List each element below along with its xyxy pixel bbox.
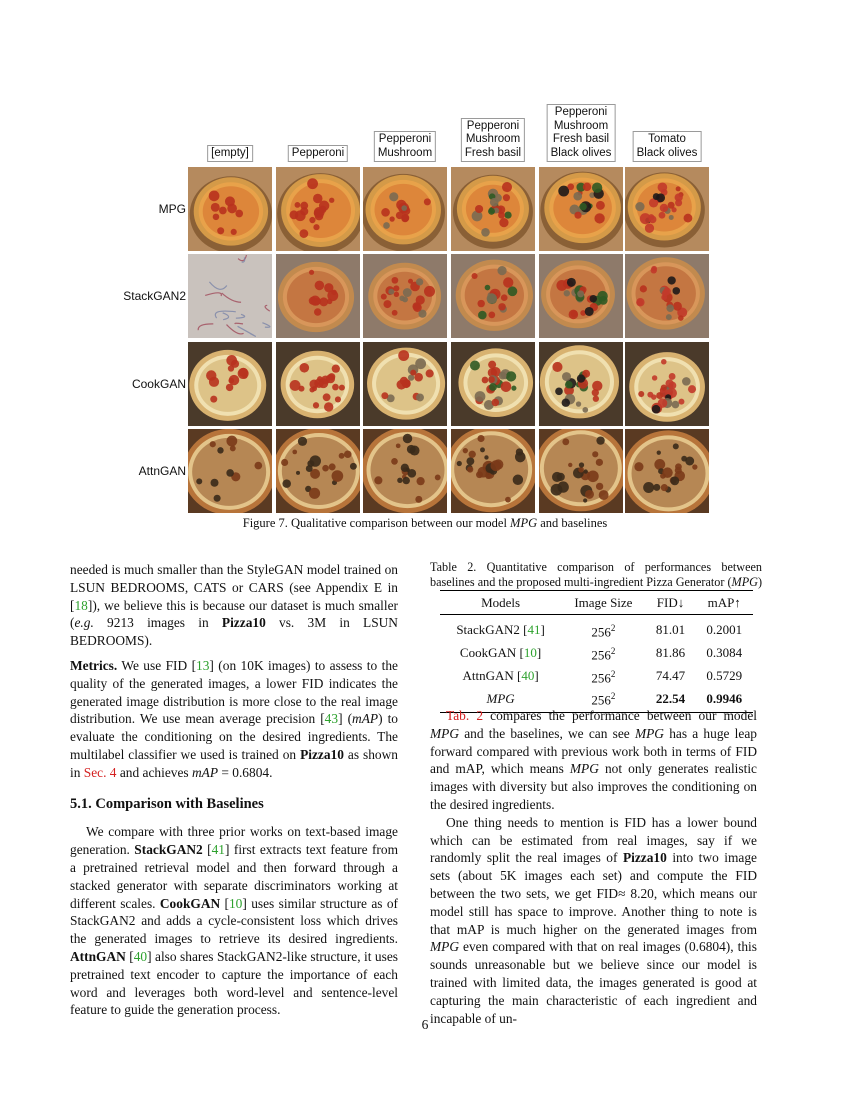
- generated-pizza-image: [625, 254, 709, 338]
- ingredient-label: Tomato: [648, 133, 686, 145]
- cell-image-size: $256^2$: [591, 645, 616, 663]
- row-label-cookgan: CookGAN: [131, 377, 186, 391]
- citation-link[interactable]: 10: [228, 895, 243, 911]
- cell-map: 0.3084: [706, 644, 743, 660]
- generated-pizza-image: [539, 342, 623, 426]
- cell-model: CookGAN [10]: [459, 644, 542, 660]
- generated-pizza-image: [363, 254, 447, 338]
- generated-pizza-image: [539, 429, 623, 513]
- generated-pizza-image: [363, 342, 447, 426]
- generated-pizza-image: [276, 167, 360, 251]
- cell-image-size: $256^2$: [591, 668, 616, 685]
- generated-pizza-image: [188, 167, 272, 251]
- cell-map: 0.5729: [706, 667, 743, 683]
- comparison-paragraph: We compare with three prior works on text-based image generation. StackGAN2 [41] first extracts text feature from a pretrained retrieval model and then forward through a stacked generator with separate discriminators working at different scales. CookGAN [10] uses similar structure as of StackGAN2 and adds a cycle-consistent loss which drives the generated images to retrieve its desired ingredients. AttnGAN [40] also shares StackGAN2-like structure, it uses pretrained text encoder to capture the importance of each word and leverages both word-level and sentence-level feature to guide the generation process.: [70, 824, 399, 1018]
- generated-pizza-image: [276, 429, 360, 513]
- ingredient-label: Black olives: [550, 146, 612, 159]
- right-column: [430, 707, 757, 1027]
- ingredient-label: Mushroom: [465, 133, 521, 145]
- cell-map: 0.9946: [695, 687, 753, 712]
- generated-pizza-image: [625, 342, 709, 426]
- citation-link[interactable]: 40: [133, 948, 148, 964]
- generated-pizza-image: [188, 429, 272, 513]
- right-paragraph-1: Tab. 2 compares the performance between our model MPG and the baselines, we can see MPG has a huge leap forward compared with previous work both in terms of FID and mAP, which means MPG not only generates realistic images with diversity but also improves the conditioning on the desired ingredients.: [430, 708, 757, 812]
- ingredient-label: Fresh basil: [464, 146, 522, 159]
- left-paragraph-1: needed is much smaller than the StyleGAN model trained on LSUN BEDROOMS, CATS or CARS (see Appendix E in [18]), we believe this is because our dataset is much smaller (e.g. 9213 images in Pizza10 vs. 3M in LSUN BEDROOMS).: [70, 562, 398, 649]
- column-header-6: [633, 131, 702, 162]
- left-column: [70, 561, 398, 1019]
- generated-pizza-image: [188, 254, 272, 338]
- generated-pizza-image: [625, 167, 709, 251]
- results-table: [440, 590, 753, 713]
- citation-link[interactable]: 43: [324, 711, 339, 727]
- figure-caption: [0, 516, 850, 531]
- generated-pizza-image: [539, 167, 623, 251]
- col-header-map: mAP↑: [695, 591, 753, 615]
- column-header-3: [374, 131, 436, 162]
- ingredient-label: Pepperoni: [554, 106, 608, 118]
- cell-fid: 81.01: [655, 622, 686, 638]
- metrics-paragraph: Metrics. We use FID [13] (on 10K images) to assess to the quality of the generated images, a lower FID indicates the generated image distribution is more close to the real image distribution. We use mean average precision [43] (mAP) to evaluate the conditioning on the desired ingredients. The multilabel classifier we used is trained on Pizza10 as shown in Sec. 4 and achieves mAP = 0.6804.: [70, 657, 398, 780]
- ingredient-label: Mushroom: [377, 146, 433, 159]
- section-link[interactable]: Sec. 4: [83, 764, 117, 780]
- table-header-row: [440, 591, 753, 615]
- figure-caption-model: MPG: [510, 516, 538, 530]
- citation-link[interactable]: 41: [527, 622, 541, 638]
- page-number: 6: [421, 1017, 429, 1032]
- row-label-stackgan2: StackGAN2: [123, 289, 186, 303]
- cell-image-size: $256^2$: [591, 623, 616, 640]
- ingredient-label: Pepperoni: [466, 119, 520, 132]
- generated-pizza-image: [363, 167, 447, 251]
- generated-pizza-image: [451, 429, 535, 513]
- generated-pizza-image: [625, 429, 709, 513]
- citation-link[interactable]: 41: [211, 842, 225, 858]
- citation-link[interactable]: 10: [523, 644, 537, 660]
- generated-pizza-image: [539, 254, 623, 338]
- generated-pizza-image: [451, 342, 535, 426]
- cell-map: 0.2001: [706, 622, 743, 638]
- row-label-attngan: AttnGAN: [138, 464, 186, 478]
- generated-pizza-image: [276, 342, 360, 426]
- col-header-models: Models: [440, 591, 561, 615]
- table-row: [440, 665, 753, 688]
- column-header-5: [547, 104, 616, 162]
- column-header-1: [207, 145, 253, 163]
- table-link[interactable]: Tab. 2: [446, 708, 484, 723]
- figure-caption-prefix: Figure 7. Qualitative comparison between our model: [242, 516, 511, 530]
- ingredient-label: Mushroom: [553, 119, 609, 132]
- generated-pizza-image: [363, 429, 447, 513]
- right-paragraph-2: One thing needs to mention is FID has a lower bound which can be estimated from real images, say if we randomly split the real images of Pizza10 into two image sets (about 5K images each set) and compute the FID between the two sets, we get FID≈ 8.20, which means our model still has space to improve. Another thing to note is that mAP is much higher on the generated images from MPG even compared with that on real images (0.6804), this sounds unreasonable but we believe since our model is trained with limited data, the images generated is good at capturing the main characteristic of each ingredient and incapable of un-: [430, 814, 757, 1026]
- generated-pizza-image: [451, 167, 535, 251]
- generated-pizza-image: [276, 254, 360, 338]
- table-row: [440, 642, 753, 665]
- cell-model: AttnGAN [40]: [462, 667, 539, 683]
- table-row: [440, 615, 753, 642]
- table-caption: Table 2. Quantitative comparison of performances between baselines and the proposed multi-ingredient Pizza Generator (MPG): [430, 560, 763, 589]
- ingredient-label: Pepperoni: [378, 133, 432, 145]
- cell-model: MPG: [440, 687, 561, 712]
- column-header-4: [461, 118, 525, 163]
- section-heading: 5.1. Comparison with Baselines: [70, 795, 264, 812]
- col-header-fid: FID↓: [646, 591, 696, 615]
- column-header-2: [288, 145, 348, 163]
- citation-link[interactable]: 40: [521, 667, 535, 683]
- ingredient-label: Fresh basil: [552, 133, 610, 145]
- generated-pizza-image: [451, 254, 535, 338]
- generated-pizza-image: [188, 342, 272, 426]
- cell-image-size: $256^2$: [561, 687, 646, 712]
- metrics-heading: Metrics.: [70, 657, 118, 673]
- ingredient-label: Pepperoni: [291, 146, 345, 159]
- ingredient-label: [empty]: [211, 146, 249, 159]
- cell-fid: 74.47: [655, 667, 686, 683]
- ingredient-label: Black olives: [636, 146, 698, 159]
- row-label-mpg: MPG: [158, 202, 186, 216]
- citation-link[interactable]: 18: [74, 597, 88, 613]
- cell-fid: 22.54: [646, 687, 696, 712]
- col-header-image-size: Image Size: [561, 591, 646, 615]
- figure-caption-suffix: and baselines: [537, 516, 608, 530]
- cell-model: StackGAN2 [41]: [456, 622, 545, 638]
- citation-link[interactable]: 13: [196, 657, 210, 673]
- cell-fid: 81.86: [655, 644, 686, 660]
